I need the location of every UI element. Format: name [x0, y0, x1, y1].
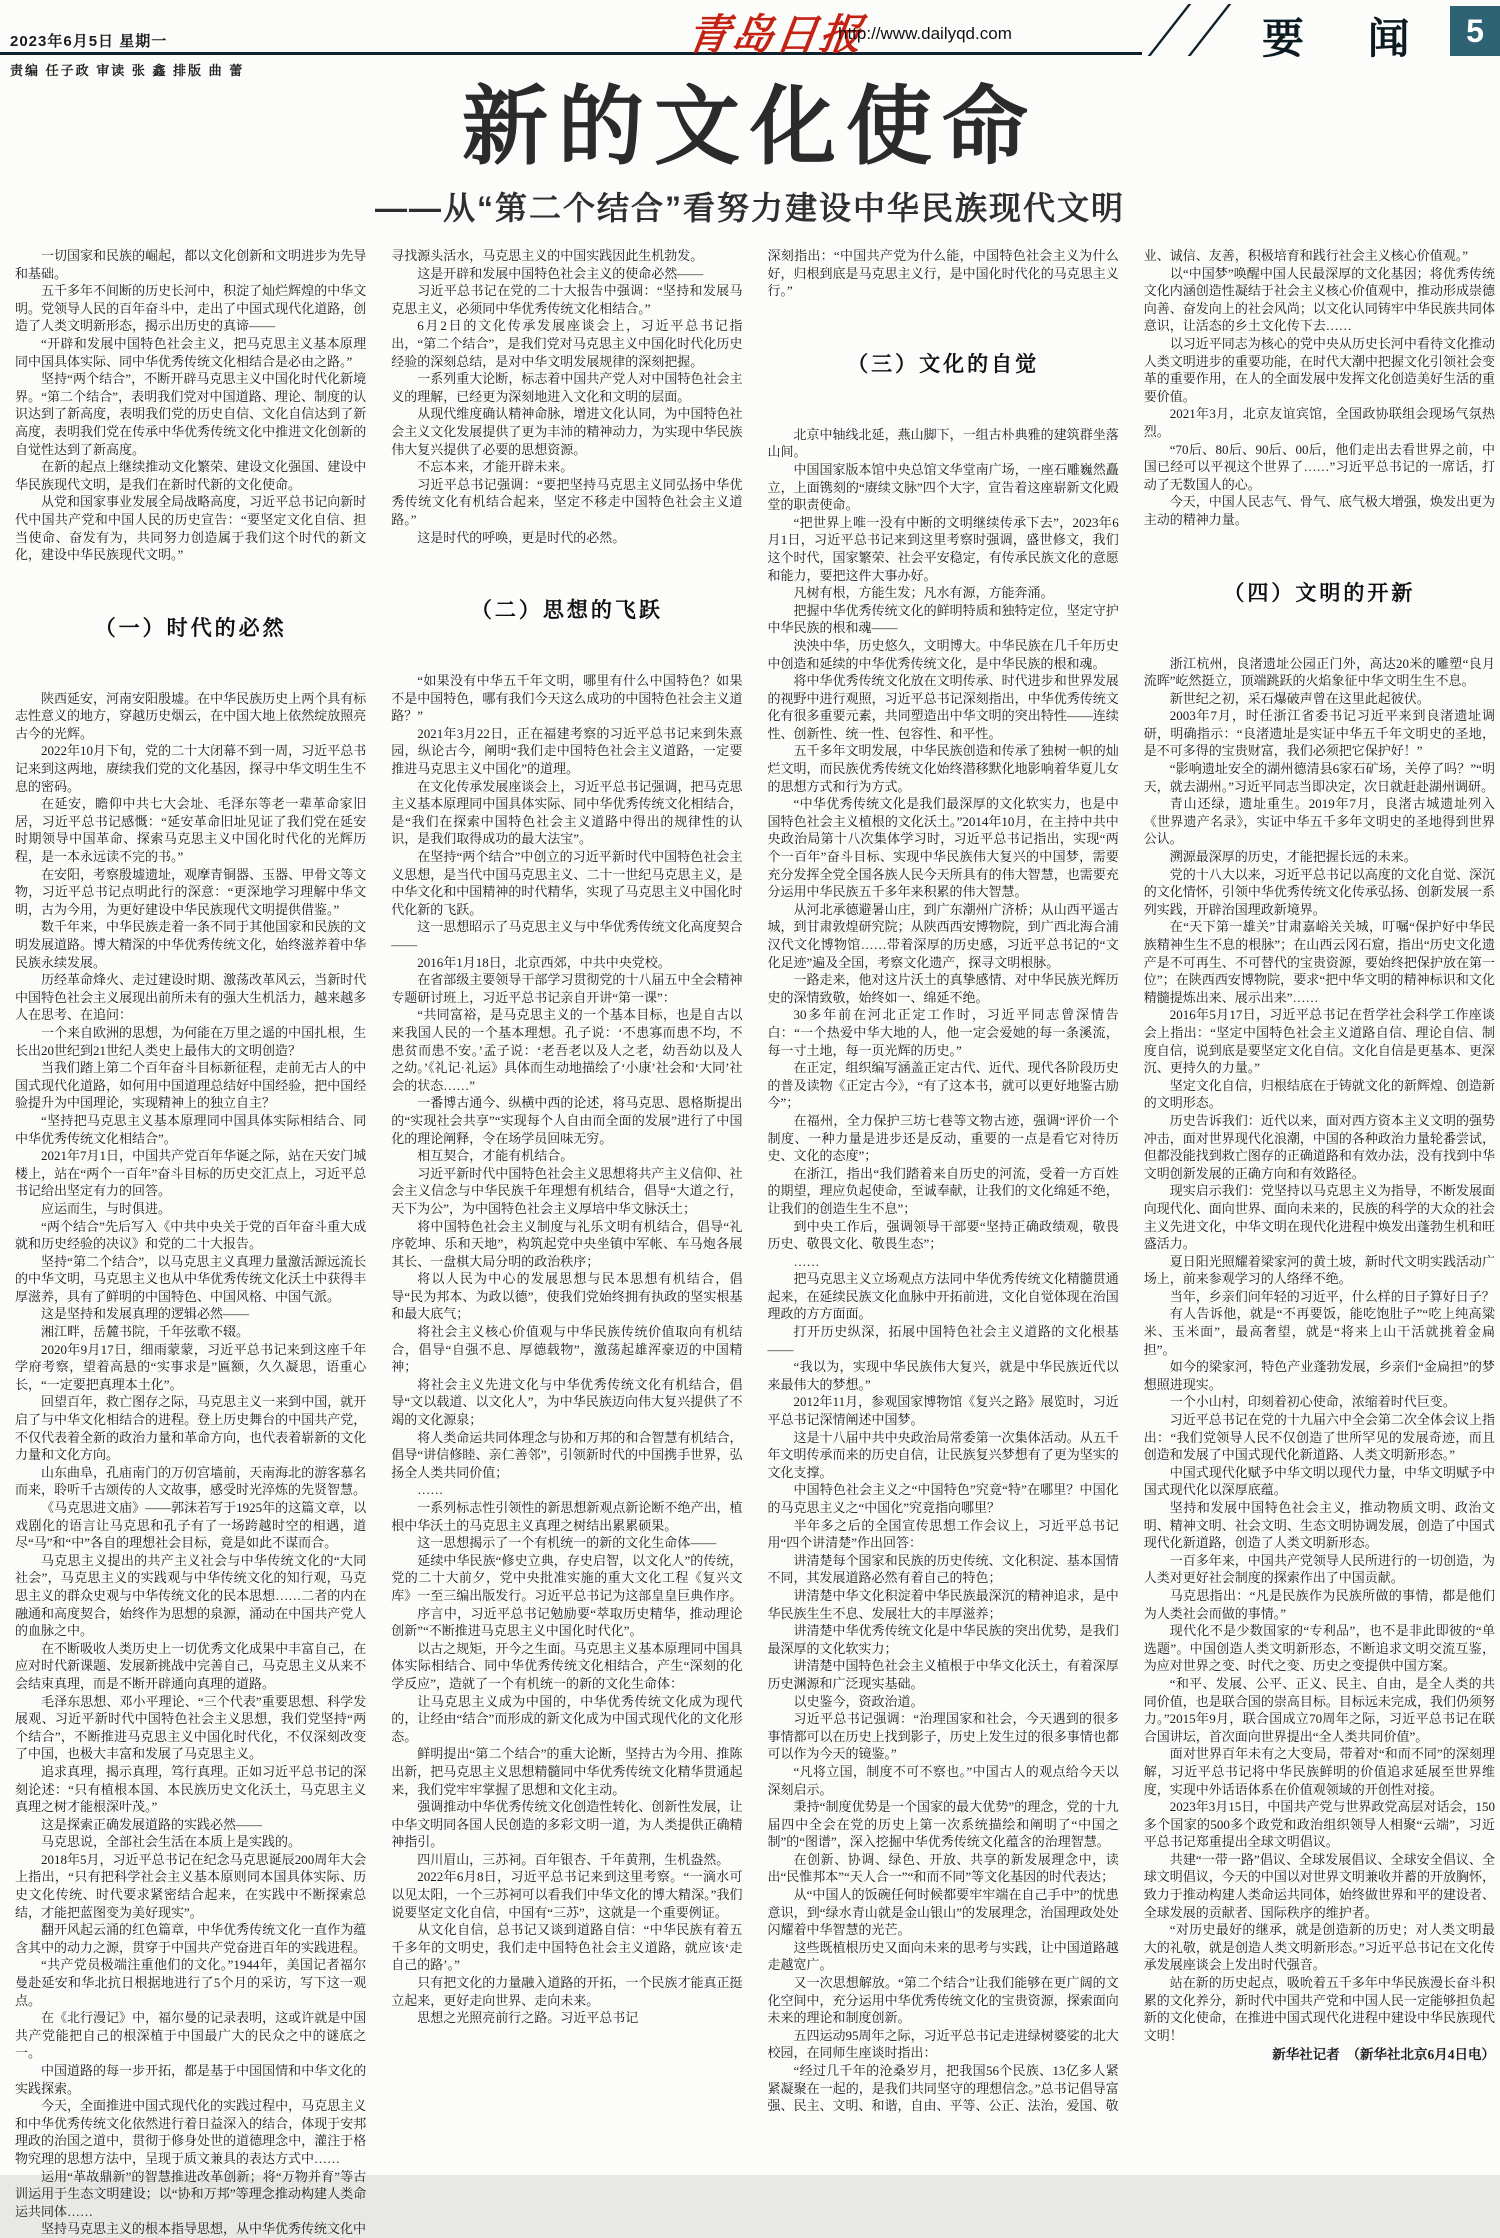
article-paragraph: 将社会主义核心价值观与中华民族传统价值取向有机结合，倡导“自强不息、厚德载物”，激荡起雄浑豪迈的中国精神；	[391, 1324, 743, 1375]
article-paragraph: 凡树有根，方能生发；凡水有源，方能奔涌。	[793, 585, 1054, 601]
article-paragraph: 讲清楚中华文化积淀着中华民族最深沉的精神追求，是中华民族生生不息、发展壮大的丰厚滋养；	[767, 1587, 1119, 1621]
article-paragraph: ……	[793, 1253, 820, 1269]
article-paragraph: 毛泽东思想、邓小平理论、“三个代表”重要思想、科学发展观、习近平新时代中国特色社会主义思想，我们党坚持“两个结合”，不断推进马克思主义中国化时代化，不仅深刻改变了中国，也极大丰富和发展了马克思主义。	[15, 1693, 367, 1762]
article-paragraph: 30多年前在河北正定工作时，习近平同志曾深情告白：“一个热爱中华大地的人，他一定会爱她的每一条溪流，每一寸土地，每一页光辉的历史。”	[767, 1007, 1119, 1058]
article-paragraph: 历史告诉我们：近代以来，面对西方资本主义文明的强势冲击，面对世界现代化浪潮，中国的各种政治力量轮番尝试，但都没能找到救亡图存的正确道路和有效办法，没有找到中华文明创新发展的正确方向和有效路径。	[1143, 1112, 1495, 1181]
article-paragraph: 到中央工作后，强调领导干部要“坚持正确政绩观，敬畏历史、敬畏文化、敬畏生态”；	[767, 1218, 1119, 1252]
article-paragraph: 追求真理，揭示真理，笃行真理。正如习近平总书记的深刻论述：“只有植根本国、本民族历史文化沃土，马克思主义真理之树才能根深叶茂。”	[15, 1763, 367, 1815]
article-paragraph: 讲清楚中华优秀传统文化是中华民族的突出优势，是我们最深厚的文化软实力；	[767, 1623, 1119, 1656]
section-name: 要 闻	[1262, 15, 1436, 62]
article-paragraph: “经过几千年的沧桑岁月，把我国56个民族、13亿多人紧紧凝聚在一起的，是我们共同坚守的理想信念。”总书记倡导富强、民主、文明、和谐，自由、平等、公正、法治，爱国、敬	[767, 2063, 1119, 2114]
article-paragraph: 一系列重大论断，标志着中国共产党人对中国特色社会主义的理解，已经更为深刻地进入文化和文明的层面。	[391, 371, 743, 404]
article-paragraph: 中国道路的每一步开拓，都是基于中国国情和中华文化的实践探索。	[15, 2063, 367, 2096]
article-paragraph: 一百多年来，中国共产党领导人民所进行的一切创造，为人类对更好社会制度的探索作出了中国贡献。	[1143, 1552, 1495, 1586]
article-paragraph: 坚持马克思主义的根本指导思想，从中华优秀传统文化中	[41, 2221, 367, 2237]
article-paragraph: 如今的梁家河，特色产业蓬勃发展，乡亲们“金扁担”的梦想照进现实。	[1143, 1359, 1495, 1392]
article-paragraph: 共建“一带一路”倡议、全球发展倡议、全球安全倡议、全球文明倡议，今天的中国以对世界文明兼收并蓄的开放胸怀，致力于推动构建人类命运共同体，始终做世界和平的建设者、全球发展的贡献者、国际秩序的维护者。	[1143, 1851, 1495, 1920]
article-paragraph: 6月2日的文化传承发展座谈会上，习近平总书记指出，“第二个结合”，是我们党对马克思主义中国化时代化历史经验的深刻总结，是对中华文明发展规律的深刻把握。	[391, 318, 743, 369]
article-paragraph: 将人类命运共同体理念与协和万邦的和合智慧有机结合，倡导“讲信修睦、亲仁善邻”，引领新时代的中国携手世界，弘扬全人类共同价值；	[391, 1429, 743, 1480]
article-paragraph: 在《北行漫记》中，福尔曼的记录表明，这或许就是中国共产党能把自己的根深植于中国最广大的民众之中的谜底之一。	[15, 2010, 367, 2061]
article-paragraph: ……	[417, 1482, 444, 1498]
article-paragraph: 延续中华民族“修史立典，存史启智，以文化人”的传统，党的二十大前夕，党中央批准实施的重大文化工程《复兴文库》一至三编出版发行。习近平总书记为这部皇皇巨典作序。	[391, 1552, 743, 1603]
text-column-3	[768, 247, 1119, 2165]
page-header	[0, 0, 1500, 84]
article-paragraph: 2012年11月，参观国家博物馆《复兴之路》展览时，习近平总书记深情阐述中国梦。	[767, 1394, 1119, 1428]
article-paragraph: 有人告诉他，就是“不再要饭，能吃饱肚子”“吃上纯高粱米、玉米面”，最高奢望，就是“将来上山干活就挑着金扁担”。	[1143, 1306, 1495, 1357]
article-paragraph: 马克思说，全部社会生活在本质上是实践的。	[41, 1834, 302, 1850]
text-column-2	[391, 247, 742, 2165]
article-paragraph: “对历史最好的继承，就是创造新的历史；对人类文明最大的礼敬，就是创造人类文明新形态。”习近平总书记在文化传承发展座谈会上发出时代强音。	[1143, 1922, 1495, 1973]
article-paragraph: 在正定，组织编写涵盖正定古代、近代、现代各阶段历史的普及读物《正定古今》，“有了这本书，就可以更好地鉴古励今”；	[767, 1060, 1119, 1111]
article-paragraph: 在省部级主要领导干部学习贯彻党的十八届五中全会精神专题研讨班上，习近平总书记亲自开讲“第一课”：	[391, 972, 743, 1005]
article-paragraph: 这一思想揭示了一个有机统一的新的文化生命体——	[417, 1535, 717, 1551]
article-paragraph: “凡将立国，制度不可不察也。”中国古人的观点给今天以深刻启示。	[767, 1763, 1119, 1797]
article-paragraph: 习近平总书记在党的十九届六中全会第二次全体会议上指出：“我们党领导人民不仅创造了世所罕见的发展奇迹，而且创造和发展了中国式现代化新道路、人类文明新形态。”	[1143, 1412, 1495, 1463]
article-paragraph: 当年，乡亲们问年轻的习近平，什么样的日子算好日子？	[1169, 1288, 1495, 1304]
article-paragraph: 五千多年不间断的历史长河中，积淀了灿烂辉煌的中华文明。党领导人民的百年奋斗中，走出了中国式现代化道路，创造了人类文明新形态，揭示出历史的真谛——	[15, 283, 367, 334]
article-paragraph: 党的十八大以来，习近平总书记以高度的文化自觉、深沉的文化情怀，引领中华优秀传统文化传承弘扬、创新发展一系列实践，开辟治国理政新境界。	[1143, 866, 1495, 917]
article-paragraph: 面对世界百年未有之大变局，带着对“和而不同”的深刻理解，习近平总书记将中华民族鲜明的价值追求延展至世界维度，实现中外话语体系在价值观领域的开创性对接。	[1143, 1746, 1495, 1797]
article-paragraph: 这是坚持和发展真理的逻辑必然——	[41, 1306, 250, 1322]
article-paragraph: 从现代维度确认精神命脉，增进文化认同，为中国特色社会主义文化发展提供了更为丰沛的精神动力，为实现中华民族伟大复兴提供了必要的思想资源。	[391, 406, 743, 457]
article-paragraph: 在新的起点上继续推动文化繁荣、建设文化强国、建设中华民族现代文明，是我们在新时代新的文化使命。	[15, 459, 367, 492]
article-paragraph: 2016年5月17日，习近平总书记在哲学社会科学工作座谈会上指出：“坚定中国特色社会主义道路自信、理论自信、制度自信，说到底是要坚定文化自信。文化自信是更基本、更深沉、更持久的力量。”	[1143, 1007, 1495, 1076]
article-paragraph: 业、诚信、友善，积极培育和践行社会主义核心价值观。”	[1143, 248, 1469, 263]
article-paragraph: “如果没有中华五千年文明，哪里有什么中国特色？如果不是中国特色，哪有我们今天这么成功的中国特色社会主义道路？”	[391, 673, 743, 724]
article-paragraph: 四川眉山，三苏祠。百年银杏、千年黄荆，生机盎然。	[417, 1851, 730, 1867]
article-paragraph: 将中国特色社会主义制度与礼乐文明有机结合，倡导“礼序乾坤、乐和天地”，构筑起党中央坐镇中军帐、车马炮各展其长、一盘棋大局分明的政治秩序；	[391, 1218, 743, 1269]
article-paragraph: 坚持“两个结合”，不断开辟马克思主义中国化时代化新境界。“第二个结合”，表明我们党对中国道路、理论、制度的认识达到了新高度，表明我们党的历史自信、文化自信达到了新高度，表明我们党在传承中华优秀传统文化中推进文化创新的自觉性达到了新高度。	[15, 371, 367, 457]
article-paragraph: 寻找源头活水，马克思主义的中国实践因此生机勃发。	[391, 248, 704, 263]
article-paragraph: 坚持和发展中国特色社会主义，推动物质文明、政治文明、精神文明、社会文明、生态文明协调发展，创造了中国式现代化新道路，创造了人类文明新形态。	[1143, 1500, 1495, 1551]
article-paragraph: 只有把文化的力量融入道路的开拓，一个民族才能真正挺立起来，更好走向世界、走向未来。	[391, 1975, 743, 2008]
article-paragraph: 回望百年，救亡图存之际，马克思主义一来到中国，就开启了与中华文化相结合的进程。登上历史舞台的中国共产党，不仅代表着全新的政治力量和革命方向，也代表着崭新的文化力量和文化方向。	[15, 1394, 367, 1463]
text-column-1	[15, 247, 367, 2237]
article-paragraph: 中国国家版本馆中央总馆文华堂南广场，一座石雕巍然矗立，上面镌刻的“赓续文脉”四个大字，宣告着这座崭新文化殿堂的职责使命。	[767, 461, 1119, 513]
article-paragraph: 一路走来，他对这片沃土的真挚感情、对中华民族光辉历史的深情致敬，始终如一、绵延不绝。	[767, 972, 1119, 1005]
article-paragraph: 在不断吸收人类历史上一切优秀文化成果中丰富自己，在应对时代新课题、发展新挑战中完善自己，马克思主义从来不会结束真理，而是不断开辟通向真理的道路。	[15, 1640, 367, 1691]
article-paragraph: 一番博古通今、纵横中西的论述，将马克思、恩格斯提出的“实现社会共享”“实现每个人自由而全面的发展”进行了中国化的理论阐释，令在场学员回味无穷。	[391, 1095, 743, 1146]
article-paragraph: 相互契合，才能有机结合。	[417, 1148, 574, 1164]
article-paragraph: 2023年3月15日，中国共产党与世界政党高层对话会，150多个国家的500多个政党和政治组织领导人相聚“云端”，习近平总书记郑重提出全球文明倡议。	[1143, 1799, 1495, 1850]
article-paragraph: 从河北承德避暑山庄，到广东潮州广济桥；从山西平遥古城，到甘肃敦煌研究院；从陕西西安博物院，到广西北海合浦汉代文化博物馆……带着深厚的历史感，习近平总书记的“文化足迹”遍及全国，考察文化遗产，探寻文明根脉。	[767, 901, 1119, 970]
article-paragraph: 序言中，习近平总书记勉励要“萃取历史精华，推动理论创新”“不断推进马克思主义中国化时代化”。	[391, 1605, 743, 1639]
article-paragraph: 从党和国家事业发展全局战略高度，习近平总书记向新时代中国共产党和中国人民的历史宣告：“要坚定文化自信、担当使命、奋发有为，共同努力创造属于我们这个时代的新文化，建设中华民族现代文明。”	[15, 494, 367, 563]
article-paragraph: 坚定文化自信，归根结底在于铸就文化的新辉煌、创造新的文明形态。	[1143, 1077, 1495, 1111]
byline: 新华社记者 （新华社北京6月4日电）	[1272, 2047, 1495, 2063]
article-paragraph: 一个来自欧洲的思想，为何能在万里之遥的中国扎根，生长出20世纪到21世纪人类史上最伟大的文明创造？	[15, 1024, 367, 1058]
article-paragraph: 这一思想昭示了马克思主义与中华优秀传统文化高度契合——	[391, 919, 743, 952]
article-paragraph: 现代化不是少数国家的“专利品”，也不是非此即彼的“单选题”。中国创造人类文明新形态，不断追求文明交流互鉴，为应对世界之变、时代之变、历史之变提供中国方案。	[1143, 1623, 1495, 1674]
masthead-logo: 青岛日报	[684, 13, 867, 59]
divider-slash-icon	[1188, 4, 1232, 56]
article-paragraph: 2021年3月，北京友谊宾馆，全国政协联组会现场气氛热烈。	[1143, 406, 1495, 439]
article-paragraph: “两个结合”先后写入《中共中央关于党的百年奋斗重大成就和历史经验的决议》和党的二十大报告。	[15, 1218, 367, 1252]
article-paragraph: 2021年7月1日，中国共产党百年华诞之际，站在天安门城楼上，站在“两个一百年”奋斗目标的历史交汇点上，习近平总书记给出坚定有力的回答。	[15, 1148, 367, 1199]
article-paragraph: 2003年7月，时任浙江省委书记习近平来到良渚遗址调研，明确指示：“良渚遗址是实证中华五千年文明史的圣地，是不可多得的宝贵财富，我们必须把它保护好！”	[1143, 708, 1495, 759]
article-paragraph: 一个小山村，印刻着初心使命，浓缩着时代巨变。	[1169, 1394, 1456, 1410]
article-paragraph: 这些既植根历史又面向未来的思考与实践，让中国道路越走越宽广。	[767, 1939, 1119, 1973]
article-paragraph: 今天，中国人民志气、骨气、底气极大增强，焕发出更为主动的精神力量。	[1143, 494, 1495, 527]
article-paragraph: 以史鉴今，资政治道。	[793, 1693, 924, 1709]
article-paragraph: 又一次思想解放。“第二个结合”让我们能够在更广阔的文化空间中，充分运用中华优秀传统文化的宝贵资源，探索面向未来的理论和制度创新。	[767, 1975, 1119, 2026]
article-paragraph: 秉持“制度优势是一个国家的最大优势”的理念，党的十九届四中全会在党的历史上第一次系统描绘和阐明了“中国之制”的“图谱”，深入挖掘中华优秀传统文化蕴含的治理智慧。	[767, 1799, 1119, 1850]
article-paragraph: 一系列标志性引领性的新思想新观点新论断不绝产出，植根中华沃土的马克思主义真理之树结出累累硕果。	[391, 1500, 743, 1533]
article-paragraph: 在“天下第一雄关”甘肃嘉峪关关城，叮嘱“保护好中华民族精神生生不息的根脉”；在山西云冈石窟，指出“历史文化遗产是不可再生、不可替代的宝贵资源，要始终把保护放在第一位”；在陕西西安博物院，要求“把中华文明的精神标识和文化精髓提炼出来、展示出来”……	[1143, 919, 1495, 1005]
article-paragraph: 中国式现代化赋予中华文明以现代力量，中华文明赋予中国式现代化以深厚底蕴。	[1143, 1464, 1495, 1498]
article-paragraph: 夏日阳光照耀着梁家河的黄土坡，新时代文明实践活动广场上，前来参观学习的人络绎不绝。	[1143, 1253, 1495, 1287]
article-paragraph: 在创新、协调、绿色、开放、共享的新发展理念中，读出“民惟邦本”“天人合一”“和而不同”等文化基因的时代表达；	[767, 1851, 1119, 1885]
article-paragraph: 将社会主义先进文化与中华优秀传统文化有机结合，倡导“文以载道、以文化人”，为中华民族迈向伟大复兴提供了不竭的文化源泉；	[391, 1376, 743, 1428]
article-paragraph: 习近平新时代中国特色社会主义思想将共产主义信仰、社会主义信念与中华民族千年理想有机结合，倡导“大道之行，天下为公”，为中国特色社会主义厚培中华文脉沃土；	[391, 1165, 743, 1216]
article-paragraph: 现实启示我们：党坚持以马克思主义为指导，不断发展面向现代化、面向世界、面向未来的，民族的科学的大众的社会主义先进文化，中华文明在现代化进程中焕发出蓬勃生机和旺盛活力。	[1143, 1183, 1495, 1252]
article-paragraph: 习近平总书记强调：“治理国家和社会，今天遇到的很多事情都可以在历史上找到影子，历史上发生过的很多事情也都可以作为今天的镜鉴。”	[767, 1711, 1119, 1762]
article-paragraph: 在浙江，指出“我们踏着来自历史的河流，受着一方百姓的期望，理应负起使命，至诚奉献，让我们的文化绵延不绝，让我们的创造生生不息”；	[767, 1165, 1119, 1216]
article-paragraph: 陕西延安，河南安阳殷墟。在中华民族历史上两个具有标志性意义的地方，穿越历史烟云，在中国大地上依然绽放照亮古今的光辉。	[15, 690, 367, 741]
article-paragraph: 运用“革故鼎新”的智慧推进改革创新；将“万物并育”等古训运用于生态文明建设；以“协和万邦”等理念推动构建人类命运共同体……	[15, 2168, 367, 2219]
article-paragraph: 《马克思进文庙》——郭沫若写于1925年的这篇文章，以戏剧化的语言让马克思和孔子有了一场跨越时空的相遇，道尽“马”和“中”各自的理想社会目标，竟是如此不谋而合。	[15, 1500, 367, 1551]
article-paragraph: 以“中国梦”唤醒中国人民最深厚的文化基因；将优秀传统文化内涵创造性凝结于社会主义核心价值观中，推动形成崇德向善、奋发向上的社会风尚；以文化认同铸牢中华民族共同体意识，让活态的乡土文化传下去……	[1143, 265, 1495, 334]
article-paragraph: 2021年3月22日，正在福建考察的习近平总书记来到朱熹园，纵论古今，阐明“我们走中国特色社会主义道路，一定要推进马克思主义中国化”的道理。	[391, 725, 743, 777]
article-paragraph: 马克思指出：“凡是民族作为民族所做的事情，都是他们为人类社会而做的事情。”	[1143, 1587, 1495, 1621]
article-paragraph: 应运而生，与时俱进。	[41, 1200, 172, 1216]
article-paragraph: “和平、发展、公平、正义、民主、自由，是全人类的共同价值，也是联合国的崇高目标。目标远未完成，我们仍须努力。”2015年9月，联合国成立70周年之际，习近平总书记在联合国讲坛，首次面向世界提出“全人类共同价值”。	[1143, 1675, 1495, 1744]
article-paragraph: 新世纪之初，采石爆破声曾在这里此起彼伏。	[1169, 690, 1430, 706]
article-paragraph: 北京中轴线北延，燕山脚下，一组古朴典雅的建筑群坐落山间。	[767, 426, 1119, 460]
article-paragraph: 从“中国人的饭碗任何时候都要牢牢端在自己手中”的忧患意识，到“绿水青山就是金山银山”的发展理念，治国理政处处闪耀着中华智慧的光芒。	[767, 1887, 1119, 1938]
article-paragraph: 五千多年文明发展，中华民族创造和传承了独树一帜的灿烂文明，而民族优秀传统文化始终潜移默化地影响着华夏儿女的思想方式和行为方式。	[767, 743, 1119, 794]
article-paragraph: 鲜明提出“第二个结合”的重大论断，坚持古为今用、推陈出新，把马克思主义思想精髓同中华优秀传统文化精华贯通起来，我们党牢牢掌握了思想和文化主动。	[391, 1746, 743, 1797]
article-paragraph: 以古之规矩，开今之生面。马克思主义基本原理同中国具体实际相结合、同中华优秀传统文化相结合，产生“深刻的化学反应”，造就了一个有机统一的新的文化生命体：	[391, 1640, 743, 1691]
headline-block	[0, 78, 1500, 229]
article-paragraph: 青山还绿，遗址重生。2019年7月，良渚古城遗址列入《世界遗产名录》，实证中华五千多年文明史的圣地得到世界公认。	[1143, 796, 1495, 847]
article-paragraph: 2020年9月17日，细雨蒙蒙，习近平总书记来到这座千年学府考察，望着高悬的“实事求是”匾额，久久凝思，语重心长，“一定要把真理本土化”。	[15, 1341, 367, 1392]
article-paragraph: 这是时代的呼唤，更是时代的必然。	[417, 529, 626, 545]
article-paragraph: 浙江杭州，良渚遗址公园正门外，高达20米的雕塑“良月流晖”屹然挺立，顶端跳跃的火焰象征中华文明生生不息。	[1143, 655, 1495, 689]
article-paragraph: 将中华优秀传统文化放在文明传承、时代进步和世界发展的视野中进行观照，习近平总书记深刻指出，中华优秀传统文化有很多重要元素，共同塑造出中华文明的突出特性——连续性、创新性、统一性、包容性、和平性。	[767, 673, 1119, 741]
article-paragraph: 这是探索正确发展道路的实践必然——	[41, 1816, 263, 1832]
article-paragraph: “中华优秀传统文化是我们最深厚的文化软实力，也是中国特色社会主义植根的文化沃土。”2014年10月，在主持中共中央政治局第十八次集体学习时，习近平总书记指出，实现“两个一百年”奋斗目标、实现中华民族伟大复兴的中国梦，需要充分发挥全党全国各族人民今天所具有的伟大智慧，也需要充分运用中华民族五千多年来积累的伟大智慧。	[767, 796, 1119, 900]
article-paragraph: 不忘本来，才能开辟未来。	[417, 459, 574, 475]
article-paragraph: 这是十八届中共中央政治局常委第一次集体活动。从五千年文明传承而来的历史自信，让民族复兴梦想有了更为坚实的文化支撑。	[767, 1429, 1119, 1480]
article-paragraph: 半年多之后的全国宣传思想工作会议上，习近平总书记用“四个讲清楚”作出回答：	[767, 1517, 1119, 1551]
article-paragraph: “我以为，实现中华民族伟大复兴，就是中华民族近代以来最伟大的梦想。”	[767, 1359, 1119, 1392]
article-paragraph: 让马克思主义成为中国的，中华优秀传统文化成为现代的，让经由“结合”而形成的新文化成为中国式现代化的文化形态。	[391, 1693, 743, 1744]
article-paragraph: 深刻指出：“中国共产党为什么能，中国特色社会主义为什么好，归根到底是马克思主义行，是中国化时代化的马克思主义行。”	[767, 248, 1119, 299]
article-paragraph: 泱泱中华，历史悠久，文明博大。中华民族在几千年历史中创造和延续的中华优秀传统文化，是中华民族的根和魂。	[767, 637, 1119, 671]
article-paragraph: 山东曲阜，孔庙南门的万仞宫墙前，天南海北的游客慕名而来，聆听千古颂传的人文故事，感受时光淬炼的先贤智慧。	[15, 1464, 367, 1498]
article-paragraph: 讲清楚中国特色社会主义植根于中华文化沃土，有着深厚历史渊源和广泛现实基础。	[767, 1658, 1119, 1691]
article-paragraph: 从文化自信，总书记又谈到道路自信：“中华民族有着五千多年的文明史，我们走中国特色社会主义道路，就应该‘走自己的路’。”	[391, 1922, 743, 1973]
article-paragraph: 站在新的历史起点，吸吮着五千多年中华民族漫长奋斗积累的文化养分，新时代中国共产党和中国人民一定能够担负起新的文化使命，在推进中国式现代化进程中建设中华民族现代文明！	[1143, 1975, 1495, 2043]
article-paragraph: 五四运动95周年之际，习近平总书记走进绿树婆娑的北大校园，在同师生座谈时指出：	[767, 2027, 1119, 2061]
article-paragraph: 湘江畔，岳麓书院，千年弦歌不辍。	[41, 1324, 250, 1340]
article-paragraph: 历经革命烽火、走过建设时期、激荡改革风云，当新时代中国特色社会主义展现出前所未有的强大生机活力，越来越多人在思考、在追问：	[15, 972, 367, 1023]
article-paragraph: “共同富裕，是马克思主义的一个基本目标，也是自古以来我国人民的一个基本理想。孔子说：‘不患寡而患不均，不患贫而患不安。’孟子说：‘老吾老以及人之老，幼吾幼以及人之幼。’《礼记·礼运》具体而生动地描绘了‘小康’社会和‘大同’社会的状态……”	[391, 1007, 743, 1093]
article-paragraph: 讲清楚每个国家和民族的历史传统、文化积淀、基本国情不同，其发展道路必然有着自己的特色；	[767, 1552, 1119, 1586]
site-url: http://www.dailyqd.com	[838, 24, 1012, 43]
article-subtitle: ——从“第二个结合”看努力建设中华民族现代文明	[374, 189, 1125, 226]
article-paragraph: “开辟和发展中国特色社会主义，把马克思主义基本原理同中国具体实际、同中华优秀传统文化相结合是必由之路。”	[15, 335, 367, 369]
article-paragraph: 一切国家和民族的崛起，都以文化创新和文明进步为先导和基础。	[15, 248, 367, 281]
article-title: 新的文化使命	[462, 79, 1038, 175]
article-paragraph: 习近平总书记强调：“要把坚持马克思主义同弘扬中华优秀传统文化有机结合起来，坚定不移走中国特色社会主义道路。”	[391, 476, 743, 527]
article-paragraph: 坚持“第二个结合”，以马克思主义真理力量激活源远流长的中华文明，马克思主义也从中华优秀传统文化沃土中获得丰厚滋养，具有了鲜明的中国特色、中国风格、中国气派。	[15, 1253, 367, 1304]
article-paragraph: 今天，全面推进中国式现代化的实践过程中，马克思主义和中华优秀传统文化依然进行着日益深入的结合，体现于安邦理政的治国之道中，贯彻于修身处世的道德理念中，灌注于格物究理的思想方法中，呈现于质文兼具的表达方式中……	[15, 2098, 367, 2166]
article-body	[15, 247, 1495, 2237]
section-heading: （四）文明的开新	[1223, 581, 1416, 605]
article-paragraph: “共产党员极端注重他们的文化。”1944年，美国记者福尔曼赴延安和华北抗日根据地进行了5个月的采访，写下这一观点。	[15, 1957, 367, 2008]
article-paragraph: 2022年10月下旬，党的二十大闭幕不到一周，习近平总书记来到这两地，赓续我们党的文化基因，探寻中华文明生生不息的密码。	[15, 743, 367, 794]
article-paragraph: 在福州，全力保护三坊七巷等文物古迹，强调“评价一个制度、一种力量是进步还是反动，重要的一点是看它对待历史、文化的态度”；	[767, 1112, 1119, 1164]
article-paragraph: 在坚持“两个结合”中创立的习近平新时代中国特色社会主义思想，是当代中国马克思主义、二十一世纪马克思主义，是中华文化和中国精神的时代精华，实现了马克思主义中国化时代化新的飞跃。	[391, 849, 743, 917]
article-paragraph: 马克思主义提出的共产主义社会与中华传统文化的“大同社会”，马克思主义的实践观与中华传统文化的知行观，马克思主义的群众史观与中华传统文化的民本思想……二者的内在融通和高度契合，始终作为思想的泉源，涌动在中国共产党人的血脉之中。	[15, 1552, 367, 1639]
article-paragraph: 把握中华优秀传统文化的鲜明特质和独特定位，坚定守护中华民族的根和魂——	[767, 602, 1119, 636]
header-rule	[0, 52, 1142, 55]
editor-staff-line: 责编 任子政 审读 张 鑫 排版 曲 蕾	[10, 63, 245, 78]
article-paragraph: 当我们踏上第二个百年奋斗目标新征程，走前无古人的中国式现代化道路，如何用中国道理总结好中国经验，把中国经验提升为中国理论，实现精神上的独立自主？	[15, 1060, 367, 1111]
article-paragraph: 中国特色社会主义之“中国特色”究竟“特”在哪里？中国化的马克思主义之“中国化”究竟指向哪里？	[767, 1482, 1119, 1515]
article-paragraph: 强调推动中华优秀传统文化创造性转化、创新性发展，让中华文明同各国人民创造的多彩文明一道，为人类提供正确精神指引。	[391, 1799, 743, 1850]
article-paragraph: “70后、80后、90后、00后，他们走出去看世界之前，中国已经可以平视这个世界了……”习近平总书记的一席话，打动了无数国人的心。	[1143, 441, 1495, 492]
date-line: 2023年6月5日 星期一	[10, 33, 168, 50]
section-heading: （二）思想的飞跃	[470, 599, 663, 623]
article-paragraph: 2016年1月18日，北京西郊，中共中央党校。	[417, 954, 671, 970]
article-paragraph: “影响遗址安全的湖州德清县6家石矿场，关停了吗？”“明天，就去湖州。”习近平同志当即决定，次日就赶赴湖州调研。	[1143, 761, 1495, 794]
article-paragraph: 习近平总书记在党的二十大报告中强调：“坚持和发展马克思主义，必须同中华优秀传统文化相结合。”	[391, 283, 743, 316]
article-paragraph: 将以人民为中心的发展思想与民本思想有机结合，倡导“民为邦本、为政以德”，使我们党始终拥有执政的坚实根基和最大底气；	[391, 1271, 743, 1322]
article-paragraph: 这是开辟和发展中国特色社会主义的使命必然——	[417, 265, 704, 281]
article-paragraph: 溯源最深厚的历史，才能把握长远的未来。	[1169, 849, 1417, 865]
article-paragraph: “坚持把马克思主义基本原理同中国具体实际相结合、同中华优秀传统文化相结合”。	[15, 1112, 367, 1146]
article-paragraph: 以习近平同志为核心的党中央从历史长河中看待文化推动人类文明进步的重要功能，在时代大潮中把握文化引领社会变革的重要作用，在人的全面发展中发挥文化创造美好生活的重要价值。	[1143, 335, 1495, 404]
article-paragraph: 思想之光照亮前行之路。习近平总书记	[417, 2010, 639, 2026]
divider-slash-icon	[1148, 4, 1192, 56]
article-paragraph: 在安阳，考察殷墟遗址，观摩青铜器、玉器、甲骨文等文物，习近平总书记点明此行的深意：“更深地学习理解中华文明，古为今用，为更好建设中华民族现代文明提供借鉴。”	[15, 866, 367, 917]
section-heading: （三）文化的自觉	[847, 352, 1040, 376]
page-number-badge: 5	[1450, 6, 1500, 56]
article-paragraph: 在延安，瞻仰中共七大会址、毛泽东等老一辈革命家旧居，习近平总书记感慨：“延安革命旧址见证了我们党在延安时期领导中国革命、探索马克思主义中国化时代化的光辉历程，是一本永远读不完的书。”	[15, 796, 367, 865]
text-column-4	[1144, 247, 1495, 2165]
article-paragraph: 打开历史纵深，拓展中国特色社会主义道路的文化根基——	[767, 1324, 1119, 1357]
section-heading: （一）时代的必然	[94, 616, 287, 640]
article-paragraph: 2018年5月，习近平总书记在纪念马克思诞辰200周年大会上指出，“只有把科学社会主义基本原则同本国具体实际、历史文化传统、时代要求紧密结合起来，在实践中不断探索总结，才能把蓝图变为美好现实”。	[15, 1851, 367, 1920]
article-paragraph: 在文化传承发展座谈会上，习近平总书记强调，把马克思主义基本原理同中国具体实际、同中华优秀传统文化相结合，是“我们在探索中国特色社会主义道路中得出的规律性的认识，是我们取得成功的最大法宝”。	[391, 778, 743, 847]
article-paragraph: 2022年6月8日，习近平总书记来到这里考察。“一滴水可以见太阳，一个三苏祠可以看我们中华文化的博大精深。”我们说要坚定文化自信，中国有“三苏”，这就是一个重要例证。	[391, 1869, 743, 1920]
article-paragraph: “把世界上唯一没有中断的文明继续传承下去”，2023年6月1日，习近平总书记来到这里考察时强调，盛世修文，我们这个时代，国家繁荣、社会平安稳定，有传承民族文化的意愿和能力，要把这件大事办好。	[767, 514, 1119, 583]
article-paragraph: 把马克思主义立场观点方法同中华优秀传统文化精髓贯通起来，在延续民族文化血脉中开拓前进，文化自觉体现在治国理政的方方面面。	[767, 1271, 1119, 1322]
article-paragraph: 数千年来，中华民族走着一条不同于其他国家和民族的文明发展道路。博大精深的中华优秀传统文化，始终滋养着中华民族永续发展。	[15, 919, 367, 970]
article-paragraph: 翻开风起云涌的红色篇章，中华优秀传统文化一直作为蕴含其中的动力之源，贯穿于中国共产党奋进百年的实践进程。	[15, 1922, 367, 1955]
